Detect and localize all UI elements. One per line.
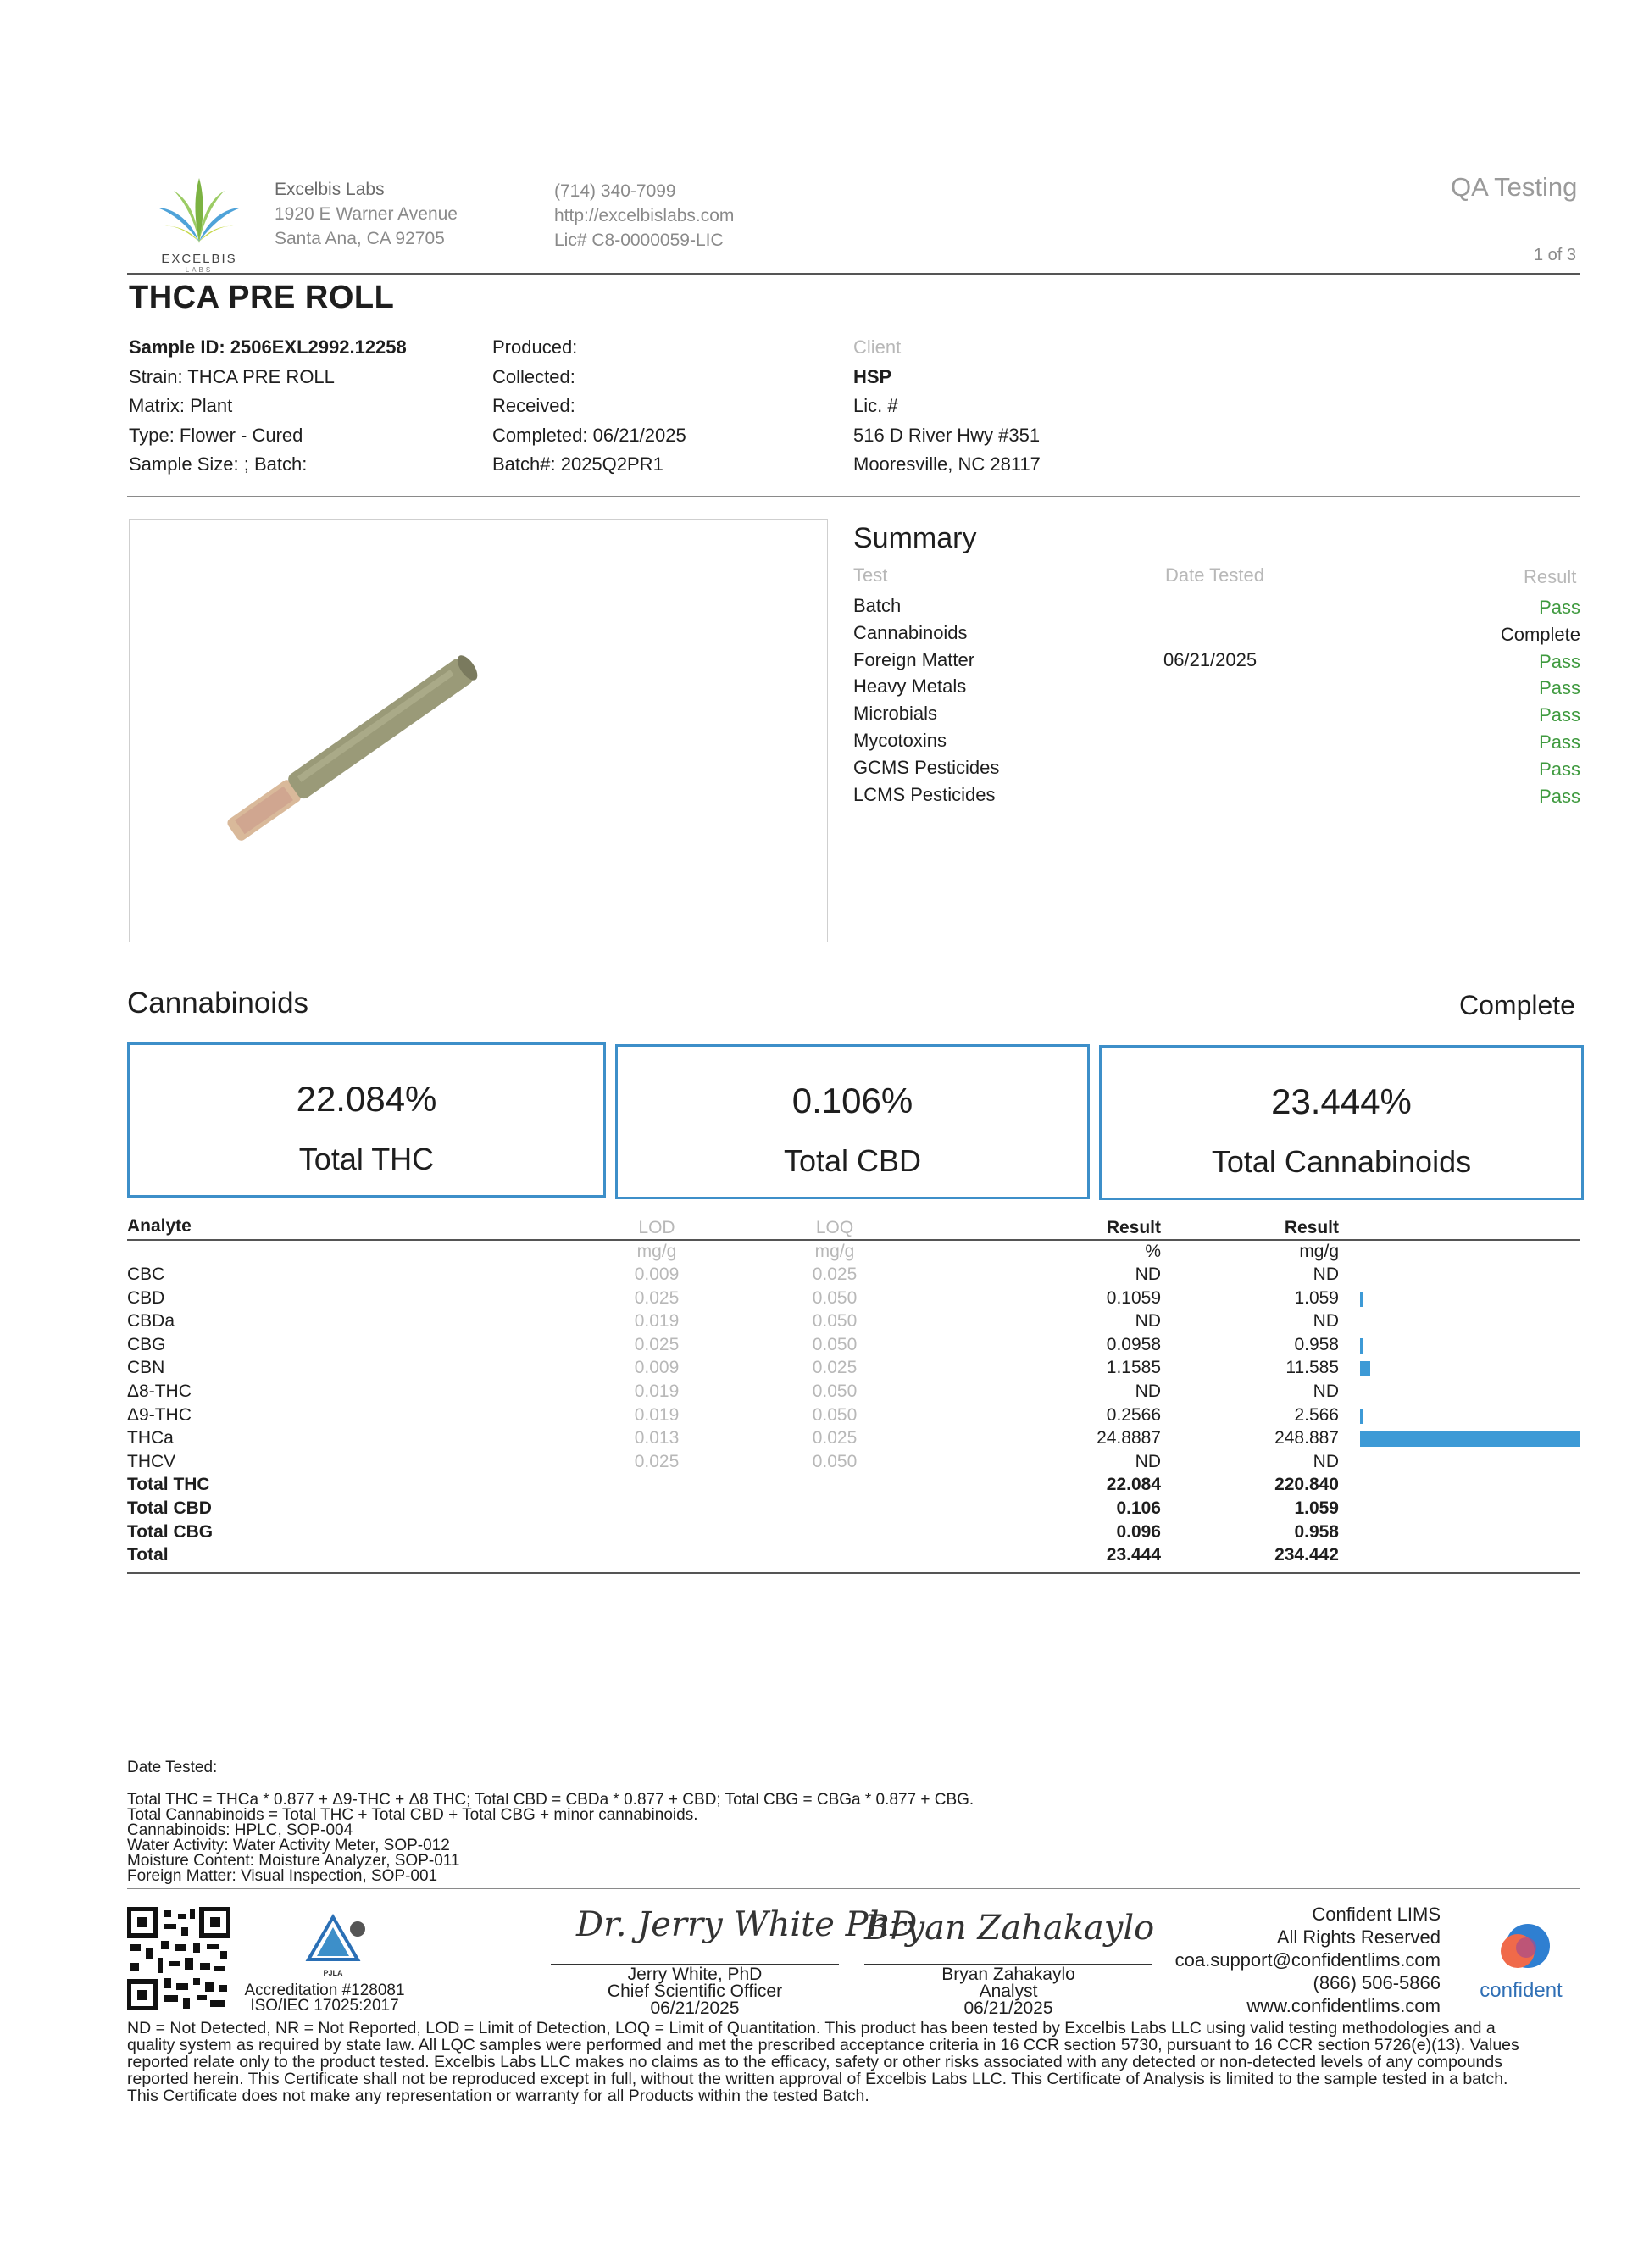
client-address2: Mooresville, NC 28117 <box>853 453 1041 475</box>
result-percent: ND <box>1135 1311 1161 1331</box>
total-thc-box <box>127 1042 606 1198</box>
summary-result: Pass <box>1539 597 1580 618</box>
lod-value: 0.013 <box>634 1428 680 1448</box>
lims-website[interactable]: www.confidentlims.com <box>1246 1995 1441 2016</box>
table-row <box>127 1405 1580 1428</box>
total-cannabinoids-box <box>1099 1045 1584 1200</box>
analyte-name: THCa <box>127 1428 174 1448</box>
unit-pct: % <box>1145 1242 1161 1261</box>
result-mg: ND <box>1313 1381 1339 1401</box>
head-loq: LOQ <box>815 1218 854 1237</box>
result-percent: 0.2566 <box>1106 1405 1161 1425</box>
analyte-name: Δ8-THC <box>127 1381 192 1401</box>
table-row <box>127 1311 1580 1334</box>
lab-logo <box>153 174 246 274</box>
summary-result: Pass <box>1539 704 1580 725</box>
client-name: HSP <box>853 365 892 387</box>
result-mg: 248.887 <box>1274 1428 1339 1448</box>
note-foreign-matter: Foreign Matter: Visual Inspection, SOP-001 <box>127 1867 438 1885</box>
loq-value: 0.025 <box>812 1358 858 1377</box>
summary-result: Complete <box>1500 624 1580 645</box>
signature-jerry-white: Dr. Jerry White PhD <box>576 1905 918 1944</box>
disclaimer-line4: reported herein. This Certificate shall not be reproduced except in full, without the written approval of Excelbis Labs LLC. This Certificate of Analysis is limited to the sample tested in a batch. <box>127 2070 1508 2088</box>
analyte-name: Total CBG <box>127 1522 214 1542</box>
table-row <box>127 1381 1580 1404</box>
client-address1: 516 D River Hwy #351 <box>853 424 1041 446</box>
accreditation-number: Accreditation #128081 <box>244 1982 405 1999</box>
loq-value: 0.025 <box>812 1265 858 1284</box>
result-percent: 24.8887 <box>1097 1428 1161 1448</box>
result-bar <box>1360 1338 1363 1354</box>
summary-test: LCMS Pesticides <box>853 784 996 805</box>
lod-value: 0.025 <box>634 1288 680 1308</box>
lims-name: Confident LIMS <box>1312 1904 1441 1925</box>
result-mg: 234.442 <box>1274 1545 1339 1565</box>
table-row <box>127 1335 1580 1358</box>
total-cannabinoids-label: Total Cannabinoids <box>1211 1144 1472 1179</box>
cannabinoids-title: Cannabinoids <box>127 987 309 1020</box>
signer-1-title: Chief Scientific Officer <box>607 1982 783 2001</box>
lab-address-line1: 1920 E Warner Avenue <box>275 204 458 224</box>
summary-col-test: Test <box>853 564 888 586</box>
lod-value: 0.009 <box>634 1358 680 1377</box>
disclaimer-line3: reported relate only to the product tested. Excelbis Labs LLC makes no claims as to the efficacy, safety or other risks associated with any detected or non-detected levels of any compounds <box>127 2053 1502 2071</box>
lims-rights: All Rights Reserved <box>1276 1926 1441 1948</box>
result-percent: 0.106 <box>1116 1498 1161 1518</box>
result-percent: ND <box>1135 1381 1161 1401</box>
unit-lod: mg/g <box>636 1242 677 1261</box>
result-bar <box>1360 1409 1363 1424</box>
analyte-name: Total THC <box>127 1475 210 1494</box>
summary-test: Mycotoxins <box>853 730 947 751</box>
doc-type: QA Testing <box>1451 172 1578 202</box>
strain: Strain: THCA PRE ROLL <box>129 365 335 387</box>
result-mg: 11.585 <box>1285 1358 1339 1377</box>
head-result-mg: Result <box>1284 1218 1339 1237</box>
matrix: Matrix: Plant <box>129 395 233 416</box>
loq-value: 0.050 <box>812 1311 858 1331</box>
result-mg: ND <box>1313 1311 1339 1331</box>
dates-info <box>492 333 686 480</box>
completed: Completed: 06/21/2025 <box>492 424 686 446</box>
result-percent: ND <box>1135 1452 1161 1471</box>
table-row <box>127 1265 1580 1287</box>
client-license: Lic. # <box>853 395 898 416</box>
signer-1-date: 06/21/2025 <box>650 1998 740 2018</box>
result-percent: 22.084 <box>1106 1475 1161 1494</box>
unit-mg: mg/g <box>1299 1242 1339 1261</box>
signer-2-name: Bryan Zahakaylo <box>941 1965 1075 1984</box>
client-info <box>853 333 1041 480</box>
sample-type: Type: Flower - Cured <box>129 424 303 446</box>
note-total-thc: Total THC = THCa * 0.877 + Δ9-THC + Δ8 THC; Total CBD = CBDa * 0.877 + CBD; Total CBG = CBGa * 0.877 + CBG. <box>127 1791 974 1809</box>
result-percent: 23.444 <box>1106 1545 1161 1565</box>
analyte-name: CBC <box>127 1265 165 1284</box>
summary-result: Pass <box>1539 786 1580 807</box>
product-title: THCA PRE ROLL <box>129 280 395 315</box>
summary-test: Cannabinoids <box>853 622 968 643</box>
summary-col-date: Date Tested <box>1165 564 1265 586</box>
lod-value: 0.019 <box>634 1381 680 1401</box>
analyte-name: THCV <box>127 1452 176 1471</box>
head-analyte: Analyte <box>127 1216 192 1236</box>
table-row <box>127 1452 1580 1475</box>
accreditation-iso: ISO/IEC 17025:2017 <box>250 1997 399 2015</box>
signer-1 <box>551 1966 839 2017</box>
analyte-name: Δ9-THC <box>127 1405 192 1425</box>
result-mg: 220.840 <box>1274 1475 1339 1494</box>
lab-contact-block <box>554 179 734 253</box>
loq-value: 0.025 <box>812 1428 858 1448</box>
analyte-name: CBG <box>127 1335 166 1354</box>
disclaimer-line2: quality system as required by state law. All LQC samples were performed and met the prescribed acceptance criteria in 16 CCR section 5730, pursuant to 16 CCR section 5726(e)(13). Values <box>127 2036 1519 2054</box>
total-thc-label: Total THC <box>298 1142 435 1176</box>
sample-size: Sample Size: ; Batch: <box>129 453 308 475</box>
total-cbd-value: 0.106% <box>791 1081 913 1120</box>
confident-circle-icon <box>1470 1922 1572 1973</box>
batch-number: Batch#: 2025Q2PR1 <box>492 453 663 475</box>
summary-result: Pass <box>1539 677 1580 698</box>
lims-info <box>1161 1903 1441 2017</box>
page-number: 1 of 3 <box>1534 246 1577 264</box>
confident-logo <box>1470 1922 1572 2003</box>
pjla-triangle-icon <box>297 1912 369 1966</box>
result-mg: 1.059 <box>1294 1288 1339 1308</box>
qr-code-icon <box>127 1907 230 2010</box>
pjla-logo <box>297 1912 369 1977</box>
result-mg: 1.059 <box>1294 1498 1339 1518</box>
info-divider <box>127 496 1580 497</box>
qr-code <box>127 1907 230 2010</box>
signer-2 <box>864 1966 1152 2017</box>
lod-value: 0.009 <box>634 1265 680 1284</box>
summary-test: GCMS Pesticides <box>853 757 1000 778</box>
accreditation <box>227 1983 422 2014</box>
table-row <box>127 1288 1580 1311</box>
disclaimer <box>127 2020 1580 2104</box>
summary-result: Pass <box>1539 759 1580 780</box>
lod-value: 0.019 <box>634 1311 680 1331</box>
analyte-name: CBD <box>127 1288 165 1308</box>
loq-value: 0.050 <box>812 1405 858 1425</box>
lod-value: 0.025 <box>634 1452 680 1471</box>
lims-phone: (866) 506-5866 <box>1313 1972 1441 1993</box>
table-row <box>127 1522 1580 1545</box>
total-thc-value: 22.084% <box>296 1079 437 1119</box>
note-moisture: Moisture Content: Moisture Analyzer, SOP-011 <box>127 1852 460 1870</box>
lod-value: 0.019 <box>634 1405 680 1425</box>
summary-col-result: Result <box>1524 566 1577 587</box>
lab-address-line2: Santa Ana, CA 92705 <box>275 229 445 248</box>
total-cbd-label: Total CBD <box>783 1143 922 1178</box>
head-result-pct: Result <box>1106 1218 1161 1237</box>
lims-email[interactable]: coa.support@confidentlims.com <box>1174 1949 1441 1971</box>
total-cannabinoids-value: 23.444% <box>1271 1081 1412 1121</box>
product-photo <box>129 519 828 942</box>
result-percent: 0.1059 <box>1106 1288 1161 1308</box>
logo-subtext: LABS <box>185 266 214 274</box>
unit-loq: mg/g <box>814 1242 855 1261</box>
summary-title: Summary <box>853 522 977 554</box>
loq-value: 0.050 <box>812 1288 858 1308</box>
pre-roll-image <box>130 520 827 942</box>
signature-bryan-zahakaylo: Bryan Zahakaylo <box>864 1909 1155 1948</box>
summary-result: Pass <box>1539 731 1580 753</box>
note-water-activity: Water Activity: Water Activity Meter, SOP-012 <box>127 1837 450 1854</box>
note-cannabinoids-method: Cannabinoids: HPLC, SOP-004 <box>127 1821 353 1839</box>
summary-test: Heavy Metals <box>853 675 967 697</box>
result-percent: 0.096 <box>1116 1522 1161 1542</box>
lab-website[interactable]: http://excelbislabs.com <box>554 206 735 225</box>
result-mg: 0.958 <box>1294 1335 1339 1354</box>
lab-address-block <box>275 177 458 251</box>
client-label: Client <box>853 336 902 358</box>
logo-text: EXCELBIS <box>161 252 237 266</box>
loq-value: 0.050 <box>812 1381 858 1401</box>
notes-divider <box>127 1888 1580 1889</box>
analyte-name: CBN <box>127 1358 165 1377</box>
result-percent: 0.0958 <box>1106 1335 1161 1354</box>
received: Received: <box>492 395 575 416</box>
table-row <box>127 1475 1580 1498</box>
result-mg: 2.566 <box>1294 1405 1339 1425</box>
sample-info <box>129 333 407 480</box>
cannabinoids-status: Complete <box>1459 990 1575 1020</box>
result-percent: ND <box>1135 1265 1161 1284</box>
summary-date: 06/21/2025 <box>1163 649 1258 670</box>
method-notes <box>127 1793 974 1884</box>
table-bottom-divider <box>127 1572 1580 1574</box>
summary-test: Microbials <box>853 703 938 724</box>
confident-logo-text: confident <box>1480 1979 1563 2002</box>
signer-1-name: Jerry White, PhD <box>627 1965 763 1984</box>
lab-phone: (714) 340-7099 <box>554 181 676 201</box>
result-mg: ND <box>1313 1452 1339 1471</box>
summary-test: Batch <box>853 595 902 616</box>
disclaimer-line1: ND = Not Detected, NR = Not Reported, LOD = Limit of Detection, LOQ = Limit of Quantitation. This product has been tested by Excelbis Labs LLC using valid testing methodologies and a <box>127 2019 1496 2037</box>
produced: Produced: <box>492 336 578 358</box>
date-tested-note: Date Tested: <box>127 1759 218 1776</box>
result-mg: 0.958 <box>1294 1522 1339 1542</box>
note-total-cannabinoids: Total Cannabinoids = Total THC + Total CBD + Total CBG + minor cannabinoids. <box>127 1806 698 1824</box>
header-divider <box>127 273 1580 275</box>
result-bar <box>1360 1431 1580 1447</box>
result-percent: 1.1585 <box>1106 1358 1161 1377</box>
analyte-name: Total CBD <box>127 1498 212 1518</box>
table-head-divider <box>127 1239 1580 1241</box>
table-row <box>127 1498 1580 1521</box>
loq-value: 0.050 <box>812 1335 858 1354</box>
lab-name: Excelbis Labs <box>275 180 385 199</box>
result-bar <box>1360 1361 1370 1376</box>
disclaimer-line5: This Certificate does not make any representation or warranty for all Products within the tested Batch. <box>127 2087 869 2105</box>
analyte-name: CBDa <box>127 1311 175 1331</box>
table-row <box>127 1428 1580 1451</box>
pjla-text: PJLA <box>323 1969 343 1977</box>
cannabis-leaf-icon <box>153 174 246 246</box>
result-bar <box>1360 1292 1363 1307</box>
lab-license: Lic# C8-0000059-LIC <box>554 231 724 250</box>
signer-2-title: Analyst <box>979 1982 1038 2001</box>
analyte-name: Total <box>127 1545 169 1565</box>
loq-value: 0.050 <box>812 1452 858 1471</box>
summary-result: Pass <box>1539 651 1580 672</box>
result-mg: ND <box>1313 1265 1339 1284</box>
head-lod: LOD <box>638 1218 675 1237</box>
table-row <box>127 1358 1580 1381</box>
table-row <box>127 1545 1580 1568</box>
summary-test: Foreign Matter <box>853 649 975 670</box>
signer-2-date: 06/21/2025 <box>963 1998 1053 2018</box>
collected: Collected: <box>492 365 575 387</box>
sample-id: Sample ID: 2506EXL2992.12258 <box>129 336 407 358</box>
lod-value: 0.025 <box>634 1335 680 1354</box>
total-cbd-box <box>615 1044 1090 1199</box>
